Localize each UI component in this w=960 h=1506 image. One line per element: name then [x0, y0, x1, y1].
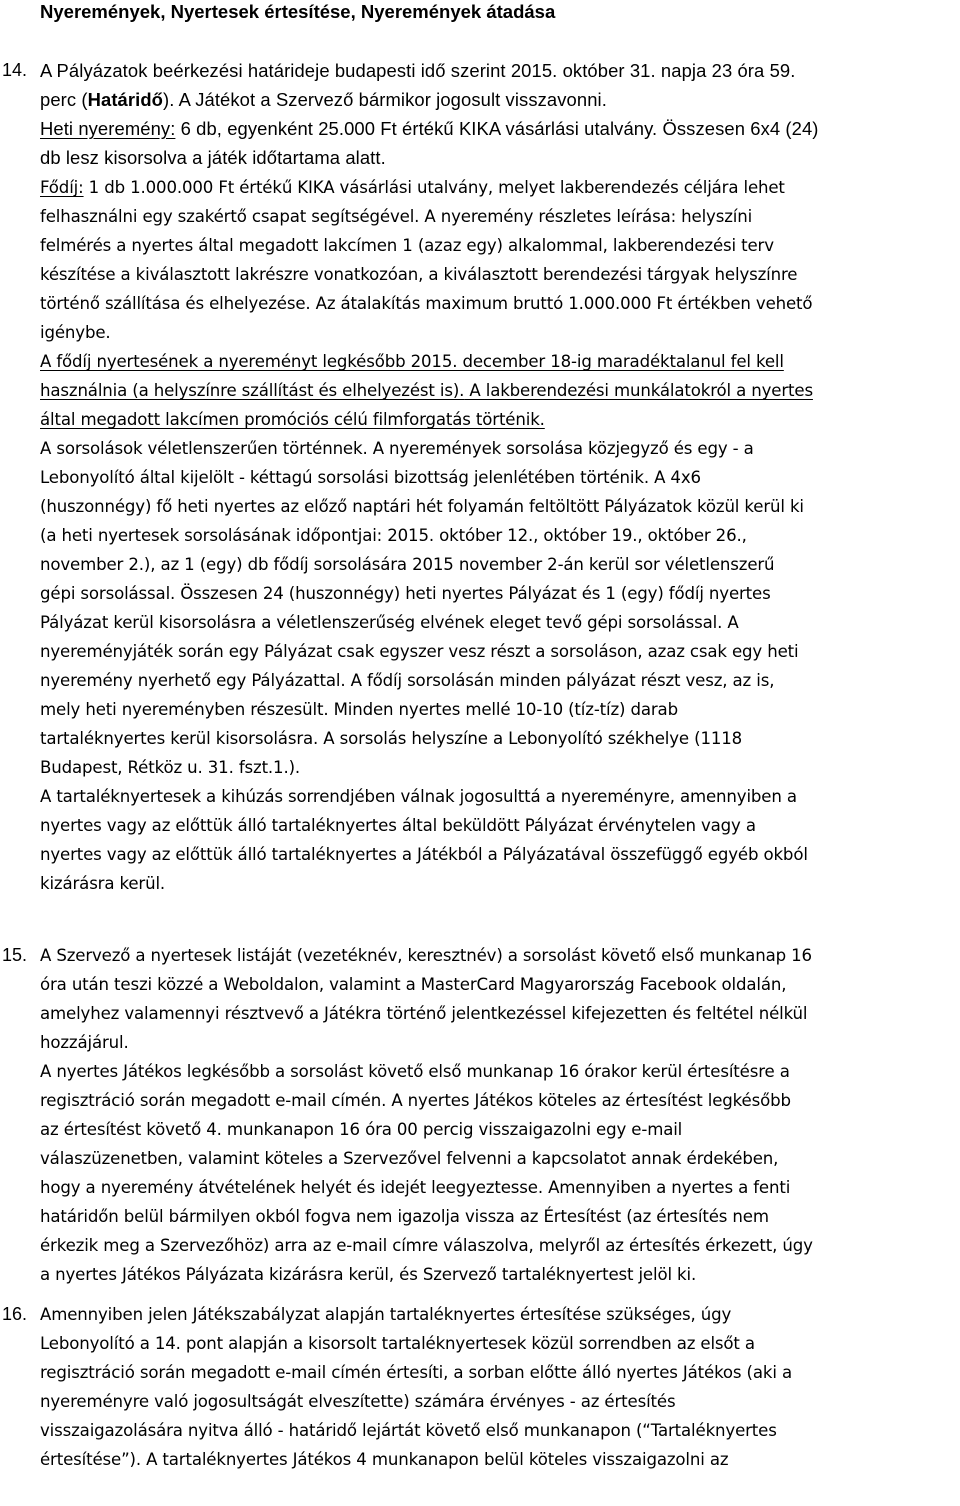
text-line: A tartaléknyertesek a kihúzás sorrendjében válnak jogosulttá a nyereményre, amennyiben a: [40, 787, 797, 806]
text-line: által megadott lakcímen promóciós célú filmforgatás történik.: [40, 410, 545, 429]
text-line: Budapest, Rétköz u. 31. fszt.1.).: [40, 758, 301, 777]
text-line: regisztráció során megadott e-mail címén. A nyertes Játékos köteles az értesítést legkésőbb: [40, 1091, 791, 1110]
text-line: regisztráció során megadott e-mail címén értesíti, a sorban előtte álló nyertes Játékos (aki a: [40, 1363, 792, 1382]
text-line: igénybe.: [40, 323, 111, 342]
text-line: Fődíj: 1 db 1.000.000 Ft értékű KIKA vásárlási utalvány, melyet lakberendezés céljára lehet: [40, 178, 785, 197]
text-line: A fődíj nyertesének a nyereményt legkésőbb 2015. december 18-ig maradéktalanul fel kell: [40, 352, 784, 371]
text-line: gépi sorsolással. Összesen 24 (huszonnégy) heti nyertes Pályázat és 1 (egy) fődíj nyertes: [40, 584, 771, 603]
text-line: az értesítést követő 4. munkanapon 16 óra 00 percig visszaigazolni egy e-mail: [40, 1120, 683, 1139]
text-line: válaszüzenetben, valamint köteles a Szervezővel felvenni a kapcsolatot annak érdekében,: [40, 1149, 779, 1168]
text-line: határidőn belül bármilyen okból fogva nem igazolja vissza az Értesítést (az értesítés nem: [40, 1207, 769, 1226]
section-number: 15.: [2, 945, 28, 965]
section-number: 14.: [2, 60, 28, 80]
text-line: történő szállítása és elhelyezése. Az átalakítás maximum bruttó 1.000.000 Ft értékben vehető: [40, 294, 813, 313]
text-line: kizárásra kerül.: [40, 874, 166, 893]
text-line: érkezik meg a Szervezőhöz) arra az e-mail címre válaszolva, melyről az értesítés érkezett, úgy: [40, 1236, 813, 1255]
text-line: (a heti nyertesek sorsolásának időpontjai: 2015. október 12., október 19., október 26.,: [40, 526, 747, 545]
text-line: november 2.), az 1 (egy) db fődíj sorsolására 2015 november 2-án kerül sor véletlenszerű: [40, 555, 775, 574]
text-line: Heti nyeremény: 6 db, egyenként 25.000 Ft értékű KIKA vásárlási utalvány. Összesen 6x4 (24): [40, 118, 819, 139]
text-line: Lebonyolító a 14. pont alapján a kisorsolt tartaléknyertesek közül sorrendben az elsőt a: [40, 1334, 755, 1353]
text-line: A nyertes Játékos legkésőbb a sorsolást követő első munkanap 16 órakor kerül értesítésre a: [40, 1062, 790, 1081]
text-line: hogy a nyeremény átvételének helyét és idejét leegyeztesse. Amennyiben a nyertes a fenti: [40, 1178, 791, 1197]
text-line: tartaléknyertes kerül kisorsolásra. A sorsolás helyszíne a Lebonyolító székhelye (1118: [40, 729, 743, 748]
text-line: nyertes vagy az előttük álló tartaléknyertes által beküldött Pályázat érvénytelen vagy a: [40, 816, 756, 835]
text-line: nyereményjáték során egy Pályázat csak egyszer vesz részt a sorsoláson, azaz csak egy heti: [40, 642, 799, 661]
text-line: perc (Határidő). A Játékot a Szervező bármikor jogosult visszavonni.: [40, 89, 607, 110]
text-line: nyereményre való jogosultságát elveszítette) számára érvényes - az értesítés: [40, 1392, 676, 1411]
text-line: nyertes vagy az előttük álló tartaléknyertes a Játékból a Pályázatával összefüggő egyéb okból: [40, 845, 808, 864]
text-line: hozzájárul.: [40, 1033, 129, 1052]
text-line: Lebonyolító által kijelölt - kéttagú sorsolási bizottság jelenlétében történik. A 4x6: [40, 468, 701, 487]
text-line: mely heti nyereményben részesült. Minden nyertes mellé 10-10 (tíz-tíz) darab: [40, 700, 678, 719]
deadline-term: Határidő: [87, 89, 164, 110]
text-line: A sorsolások véletlenszerűen történnek. A nyeremények sorsolása közjegyző és egy - a: [40, 439, 754, 458]
section-heading: Nyeremények, Nyertesek értesítése, Nyeremények átadása: [40, 1, 556, 22]
text-line: Amennyiben jelen Játékszabályzat alapján tartaléknyertes értesítése szükséges, úgy: [40, 1305, 732, 1324]
text-line: A Pályázatok beérkezési határideje budapesti idő szerint 2015. október 31. napja 23 óra 59.: [40, 60, 796, 81]
text-line: értesítése”). A tartaléknyertes Játékos 4 munkanapon belül köteles visszaigazolni az: [40, 1450, 729, 1469]
text-line: amelyhez valamennyi résztvevő a Játékra történő jelentkezéssel kifejezetten és feltétel nélkül: [40, 1004, 808, 1023]
weekly-prize-label: Heti nyeremény:: [40, 118, 176, 139]
text-line: visszaigazolására nyitva álló - határidő lejártát követő első munkanapon (“Tartaléknyertes: [40, 1421, 777, 1440]
text-line: a nyertes Játékos Pályázata kizárásra kerül, és Szervező tartaléknyertest jelöl ki.: [40, 1265, 697, 1284]
text-line: használnia (a helyszínre szállítást és elhelyezést is). A lakberendezési munkálatokról a nyertes: [40, 381, 813, 400]
text-line: felhasználni egy szakértő csapat segítségével. A nyeremény részletes leírása: helyszíni: [40, 207, 753, 226]
text-line: óra után teszi közzé a Weboldalon, valamint a MasterCard Magyarország Facebook oldalán,: [40, 975, 787, 994]
text-line: A Szervező a nyertesek listáját (vezetéknév, keresztnév) a sorsolást követő első munkanap 16: [40, 946, 812, 965]
text-line: Pályázat kerül kisorsolásra a véletlenszerűség elvének eleget tevő gépi sorsolással. A: [40, 613, 739, 632]
text-line: felmérés a nyertes által megadott lakcímen 1 (azaz egy) alkalommal, lakberendezési terv: [40, 236, 774, 255]
text-line: készítése a kiválasztott lakrészre vonatkozóan, a kiválasztott berendezési tárgyak helyszínre: [40, 265, 798, 284]
section-number: 16.: [2, 1304, 28, 1324]
text-line: nyeremény nyerhető egy Pályázattal. A fődíj sorsolásán minden pályázat részt vesz, az is,: [40, 671, 775, 690]
text-line: db lesz kisorsolva a játék időtartama alatt.: [40, 147, 386, 168]
main-prize-label: Fődíj:: [40, 178, 84, 197]
text-line: (huszonnégy) fő heti nyertes az előző naptári hét folyamán feltöltött Pályázatok közül kerül ki: [40, 497, 804, 516]
